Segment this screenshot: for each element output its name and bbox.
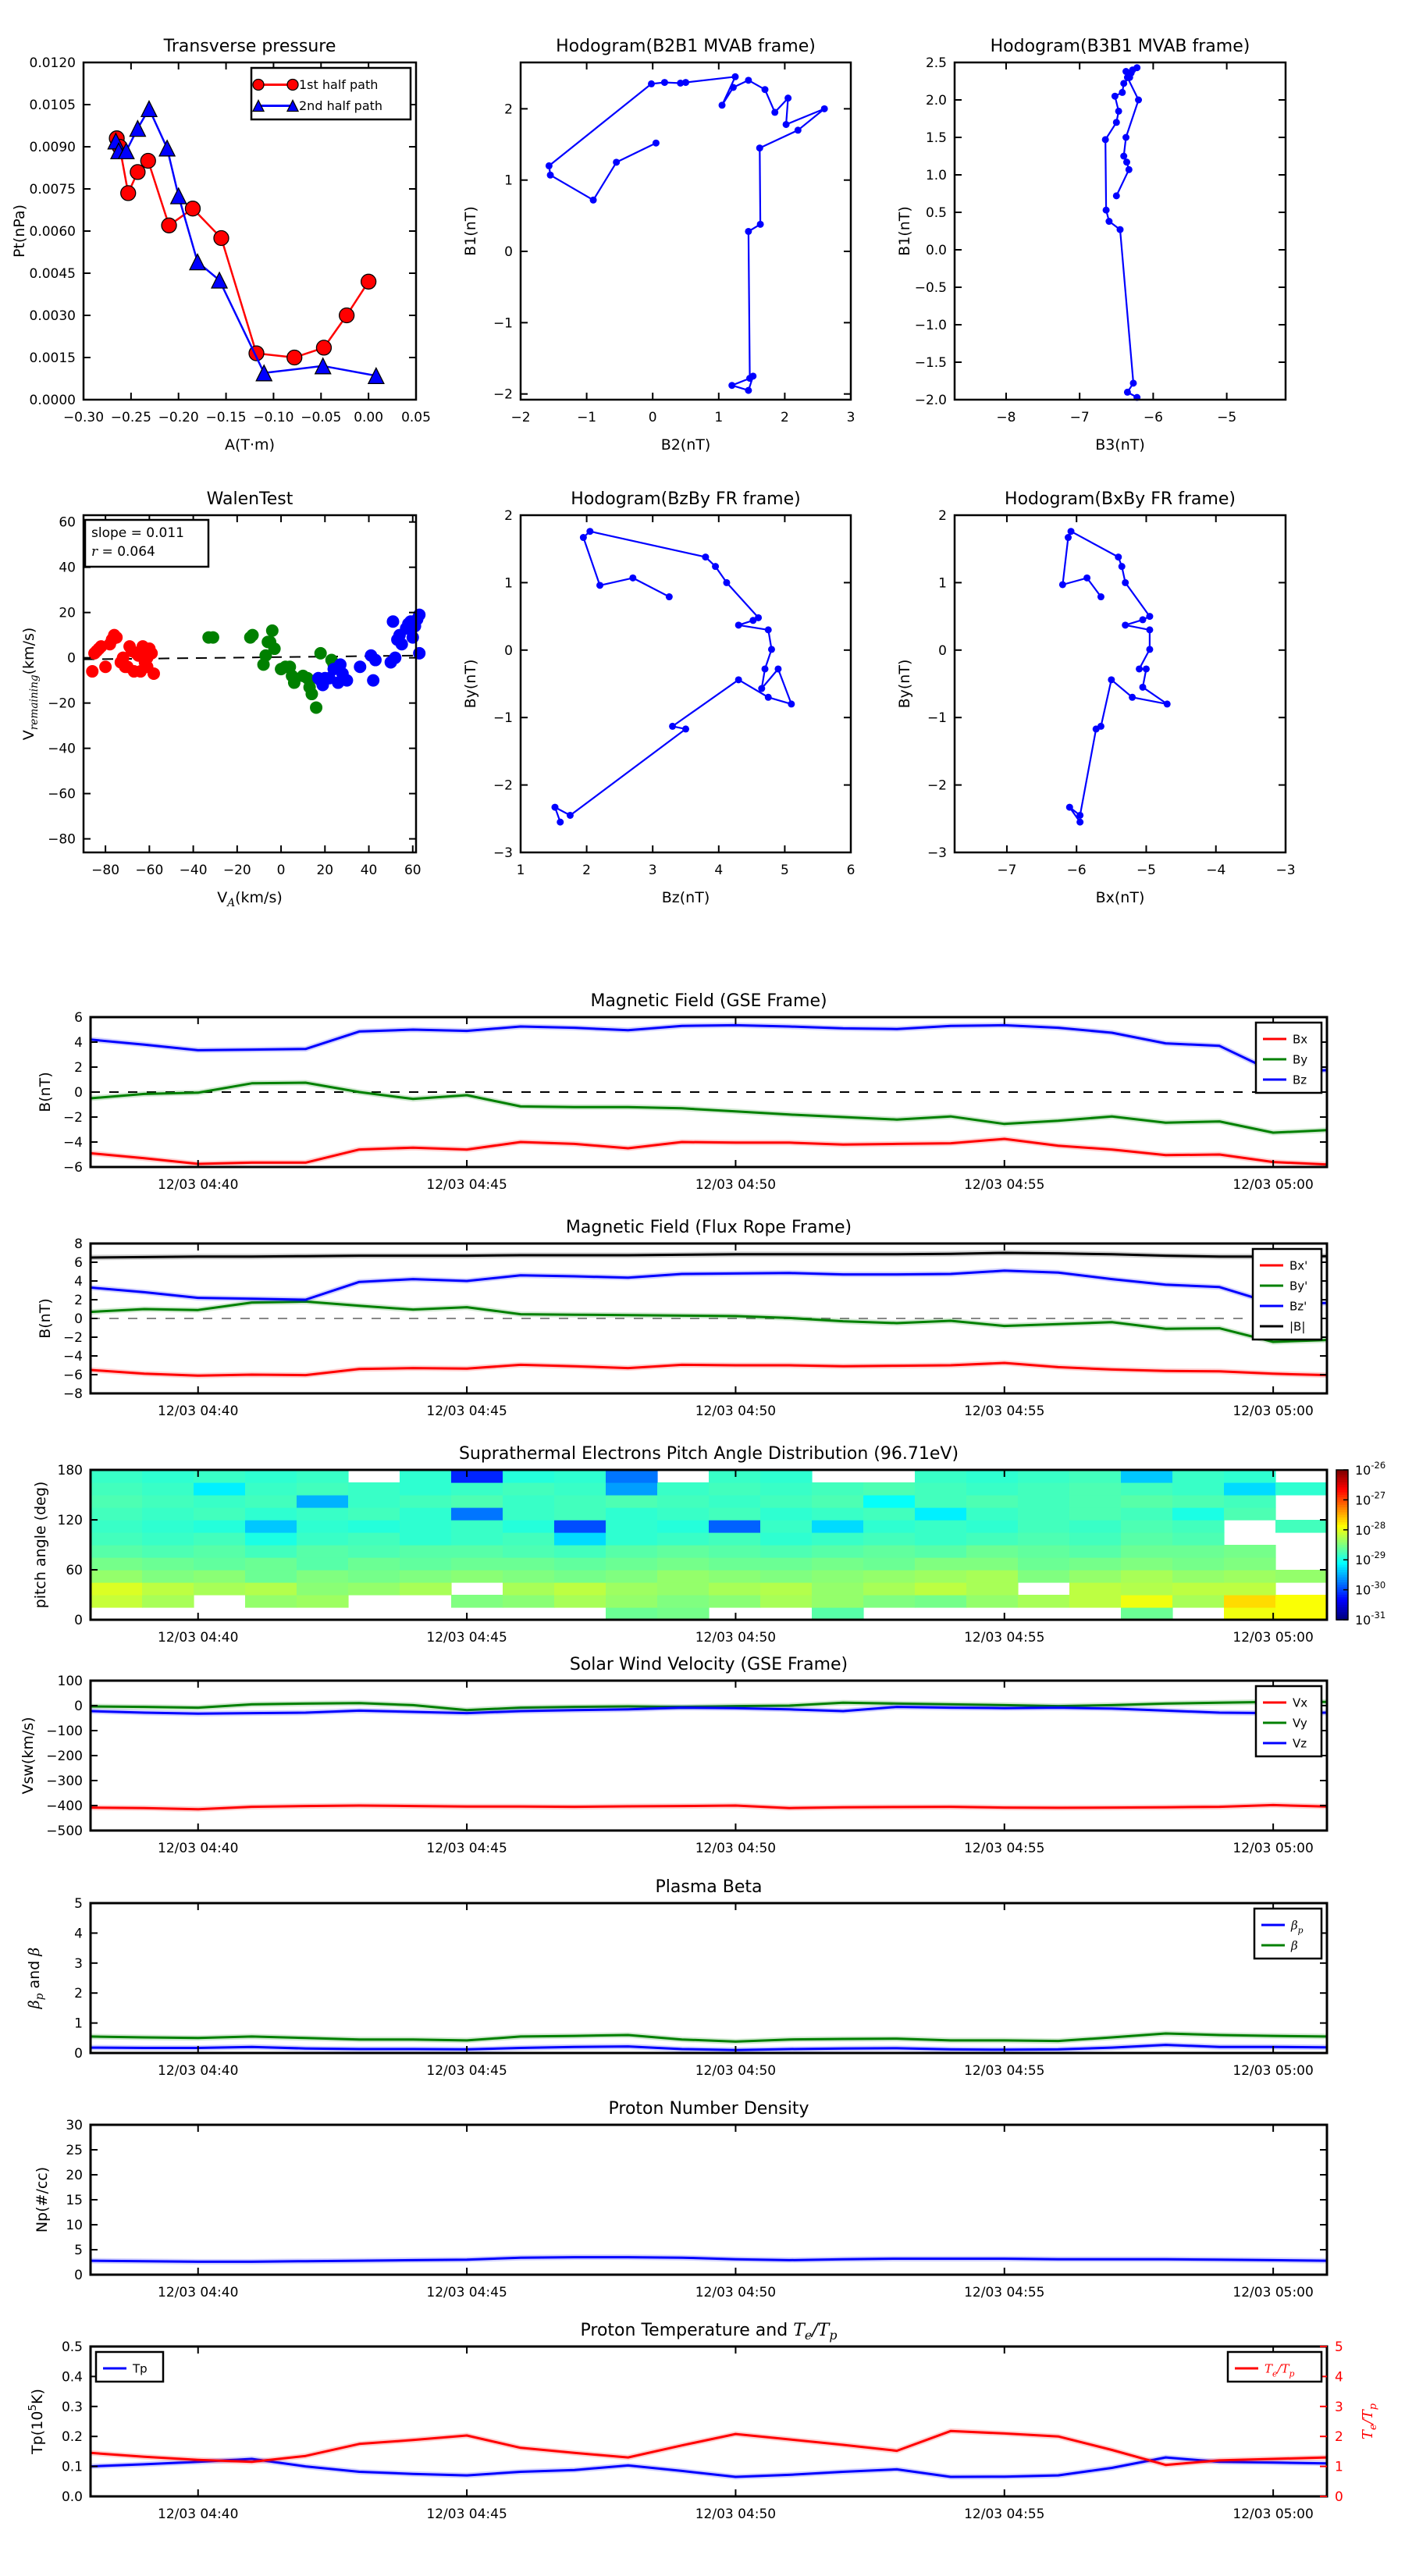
chart-title: Hodogram(BxBy FR frame) bbox=[1005, 489, 1236, 509]
x-tick-label: 12/03 05:00 bbox=[1232, 1630, 1314, 1646]
x-tick-label: 20 bbox=[316, 863, 334, 878]
chart-title: Plasma Beta bbox=[655, 1877, 763, 1897]
y-tick-label: 0.3 bbox=[61, 2399, 83, 2415]
legend-label: β bbox=[1291, 1938, 1298, 1953]
y-tick-label: 10 bbox=[66, 2218, 83, 2233]
x-tick-label: 12/03 05:00 bbox=[1232, 2285, 1314, 2300]
y-tick-label: −400 bbox=[46, 1799, 83, 1814]
x-tick-label: 12/03 04:40 bbox=[158, 1177, 239, 1193]
y-axis-label: Vsw(km/s) bbox=[20, 1717, 37, 1795]
y-axis-label: $\beta_p$ and β bbox=[26, 1947, 46, 2009]
legend-label: $\beta_p$ bbox=[1291, 1918, 1304, 1936]
x-tick-label: 12/03 04:45 bbox=[426, 2285, 507, 2300]
y-axis-label: B(nT) bbox=[37, 1072, 54, 1112]
y-tick-label: 0.0015 bbox=[29, 350, 76, 366]
y-tick-label: −1.5 bbox=[914, 355, 947, 371]
right-tick-label: 3 bbox=[1335, 2399, 1343, 2415]
x-tick-label: −4 bbox=[1206, 863, 1226, 878]
chart-title: Suprathermal Electrons Pitch Angle Distribution (96.71eV) bbox=[458, 1444, 959, 1464]
y-tick-label: −0.5 bbox=[914, 280, 947, 296]
y-tick-label: 0 bbox=[67, 650, 76, 667]
y-tick-label: 60 bbox=[66, 1563, 83, 1578]
x-tick-label: −1 bbox=[577, 410, 597, 425]
legend-label: Tp bbox=[133, 2361, 148, 2376]
y-tick-label: 25 bbox=[66, 2143, 83, 2158]
y-tick-label: 120 bbox=[57, 1513, 83, 1528]
y-axis-label: B1(nT) bbox=[462, 206, 479, 256]
y-tick-label: −2 bbox=[62, 1110, 83, 1126]
x-tick-label: 12/03 05:00 bbox=[1232, 2063, 1314, 2079]
x-tick-label: −0.20 bbox=[158, 410, 199, 425]
legend-label: By bbox=[1293, 1052, 1308, 1067]
x-tick-label: 12/03 04:55 bbox=[964, 1630, 1045, 1646]
right-tick-label: 2 bbox=[1335, 2429, 1343, 2446]
y-tick-label: 2.0 bbox=[925, 93, 947, 109]
y-axis-label: Np(#/cc) bbox=[34, 2166, 51, 2233]
x-tick-label: 12/03 04:55 bbox=[964, 2063, 1045, 2079]
y-tick-label: −4 bbox=[62, 1135, 83, 1151]
x-tick-label: −80 bbox=[91, 863, 120, 878]
y-tick-label: 0 bbox=[74, 2268, 83, 2283]
right-tick-label: 1 bbox=[1335, 2459, 1343, 2475]
y-tick-label: −2 bbox=[927, 777, 947, 794]
chart-magnetic-field-gse bbox=[37, 991, 1327, 1193]
y-axis-label: By(nT) bbox=[462, 659, 479, 709]
x-tick-label: 12/03 04:40 bbox=[158, 2063, 239, 2079]
x-axis-label: $V_A(km/s)$ bbox=[217, 889, 283, 909]
legend-label: 2nd half path bbox=[299, 98, 383, 114]
y-tick-label: −500 bbox=[46, 1823, 83, 1839]
y-tick-label: 0 bbox=[74, 1311, 83, 1327]
y-axis-label: B1(nT) bbox=[896, 206, 913, 256]
x-tick-label: 1 bbox=[516, 863, 525, 878]
y-tick-label: 0.0090 bbox=[29, 140, 76, 155]
y-tick-label: 4 bbox=[74, 1274, 83, 1290]
y-tick-label: 2.5 bbox=[925, 55, 947, 71]
y-tick-label: −2 bbox=[62, 1330, 83, 1346]
y-tick-label: 1.5 bbox=[925, 130, 947, 146]
x-tick-label: 3 bbox=[846, 410, 855, 425]
legend-label: Bx bbox=[1293, 1032, 1308, 1047]
y-tick-label: 100 bbox=[57, 1674, 83, 1689]
y-tick-label: 6 bbox=[74, 1255, 83, 1271]
y-tick-label: −300 bbox=[46, 1774, 83, 1789]
right-tick-label: 0 bbox=[1335, 2489, 1343, 2505]
x-tick-label: −5 bbox=[1217, 410, 1237, 425]
chart-hodogram-bz-by bbox=[462, 489, 855, 906]
legend-label: $T_e/T_p$ bbox=[1264, 2361, 1295, 2379]
x-tick-label: −6 bbox=[1066, 863, 1087, 878]
chart-walen-test bbox=[20, 489, 425, 909]
legend-label: Bx' bbox=[1289, 1258, 1308, 1273]
y-tick-label: 4 bbox=[74, 1035, 83, 1051]
x-tick-label: 2 bbox=[780, 410, 789, 425]
y-tick-label: 3 bbox=[74, 1955, 83, 1972]
colorbar-tick-label: $10^{-31}$ bbox=[1355, 1610, 1386, 1628]
x-tick-label: 12/03 04:50 bbox=[695, 1404, 777, 1419]
y-tick-label: 0.5 bbox=[61, 2339, 83, 2355]
chart-title: Magnetic Field (GSE Frame) bbox=[590, 991, 827, 1011]
x-tick-label: −0.25 bbox=[110, 410, 151, 425]
y-tick-label: −2 bbox=[493, 386, 513, 403]
y-tick-label: −60 bbox=[48, 786, 76, 802]
x-axis-label: A(T·m) bbox=[225, 436, 275, 454]
y-tick-label: 0.0 bbox=[61, 2489, 83, 2505]
chart-title: WalenTest bbox=[206, 489, 293, 509]
y-tick-label: −2 bbox=[493, 777, 513, 794]
legend-label: Bz' bbox=[1289, 1299, 1307, 1314]
x-tick-label: −60 bbox=[135, 863, 164, 878]
y-axis-label: B(nT) bbox=[37, 1298, 54, 1339]
x-axis-label: B3(nT) bbox=[1095, 436, 1145, 454]
x-tick-label: 12/03 05:00 bbox=[1232, 2507, 1314, 2522]
x-tick-label: −0.10 bbox=[253, 410, 294, 425]
x-tick-label: 12/03 04:45 bbox=[426, 1177, 507, 1193]
x-tick-label: 12/03 04:45 bbox=[426, 2507, 507, 2522]
y-tick-label: 2 bbox=[74, 1293, 83, 1308]
y-axis-label: Pt(nPa) bbox=[11, 204, 28, 258]
y-tick-label: 2 bbox=[504, 508, 513, 524]
legend-label: |B| bbox=[1289, 1319, 1306, 1334]
legend-label: By' bbox=[1289, 1279, 1308, 1293]
x-tick-label: 12/03 04:55 bbox=[964, 1841, 1045, 1856]
y-tick-label: −4 bbox=[62, 1349, 83, 1364]
y-axis-label: By(nT) bbox=[896, 659, 913, 709]
y-tick-label: 20 bbox=[59, 605, 76, 621]
chart-pitch-angle-distribution bbox=[32, 1444, 1385, 1646]
x-tick-label: 12/03 04:50 bbox=[695, 2507, 777, 2522]
y-tick-label: 8 bbox=[74, 1236, 83, 1252]
x-axis-label: Bx(nT) bbox=[1095, 889, 1145, 906]
chart-plasma-beta bbox=[26, 1877, 1327, 2079]
x-tick-label: 12/03 04:45 bbox=[426, 2063, 507, 2079]
x-tick-label: −20 bbox=[222, 863, 251, 878]
y-tick-label: −8 bbox=[62, 1386, 83, 1402]
y-tick-label: 0.0000 bbox=[29, 393, 76, 408]
y-axis-label: $Tp(10^5K)$ bbox=[27, 2389, 46, 2454]
y-tick-label: −3 bbox=[927, 845, 947, 861]
y-axis-label: pitch angle (deg) bbox=[32, 1481, 49, 1609]
x-tick-label: −6 bbox=[1143, 410, 1163, 425]
y-tick-label: −1.0 bbox=[914, 318, 947, 333]
y-tick-label: 1 bbox=[74, 2016, 83, 2032]
y-tick-label: 2 bbox=[74, 1060, 83, 1076]
y-tick-label: 0.5 bbox=[925, 205, 947, 221]
y-tick-label: −3 bbox=[493, 845, 513, 861]
y-tick-label: 2 bbox=[938, 508, 947, 524]
y-tick-label: −6 bbox=[62, 1368, 83, 1383]
y-tick-label: −200 bbox=[46, 1749, 83, 1764]
y-tick-label: −40 bbox=[48, 741, 76, 757]
x-axis-label: B2(nT) bbox=[660, 436, 711, 454]
y-tick-label: 0 bbox=[504, 642, 513, 659]
x-tick-label: 12/03 04:40 bbox=[158, 2285, 239, 2300]
x-tick-label: 12/03 04:50 bbox=[695, 1177, 777, 1193]
y-tick-label: 0 bbox=[504, 244, 513, 261]
x-tick-label: 4 bbox=[714, 863, 724, 878]
x-tick-label: 3 bbox=[648, 863, 657, 878]
x-tick-label: 6 bbox=[846, 863, 855, 878]
y-tick-label: 1 bbox=[504, 575, 513, 592]
chart-title: Proton Number Density bbox=[608, 2099, 809, 2119]
chart-title: Hodogram(B2B1 MVAB frame) bbox=[556, 37, 816, 56]
x-tick-label: 0 bbox=[648, 410, 657, 425]
x-tick-label: 12/03 05:00 bbox=[1232, 1841, 1314, 1856]
x-tick-label: 12/03 04:55 bbox=[964, 1177, 1045, 1193]
x-tick-label: 40 bbox=[360, 863, 378, 878]
y-tick-label: 2 bbox=[504, 101, 513, 118]
y-tick-label: −100 bbox=[46, 1724, 83, 1739]
x-tick-label: 12/03 04:40 bbox=[158, 2507, 239, 2522]
x-tick-label: −7 bbox=[997, 863, 1017, 878]
y-tick-label: −1 bbox=[493, 315, 513, 332]
x-tick-label: 2 bbox=[582, 863, 592, 878]
y-tick-label: 0 bbox=[74, 1085, 83, 1101]
y-tick-label: −80 bbox=[48, 831, 76, 848]
legend-label: Vz bbox=[1293, 1736, 1307, 1751]
y-tick-label: 0.0045 bbox=[29, 266, 76, 282]
annotation-line: slope = 0.011 bbox=[91, 525, 184, 541]
x-tick-label: −3 bbox=[1275, 863, 1296, 878]
y-tick-label: 1 bbox=[504, 173, 513, 189]
chart-magnetic-field-flux-rope bbox=[37, 1218, 1327, 1419]
legend-label: Bz bbox=[1293, 1073, 1307, 1087]
y-tick-label: 0.0105 bbox=[29, 98, 76, 113]
y-tick-label: −20 bbox=[48, 696, 76, 712]
x-tick-label: −40 bbox=[179, 863, 208, 878]
x-tick-label: −0.30 bbox=[62, 410, 105, 425]
y-tick-label: 20 bbox=[66, 2168, 83, 2183]
y-tick-label: 0.2 bbox=[61, 2429, 83, 2446]
chart-transverse-pressure bbox=[11, 37, 431, 454]
colorbar-tick-label: $10^{-26}$ bbox=[1355, 1460, 1386, 1478]
x-tick-label: 12/03 04:50 bbox=[695, 2285, 777, 2300]
right-axis-label: $T_e/T_p$ bbox=[1360, 2403, 1379, 2440]
annotation-line: r = 0.064 bbox=[91, 544, 155, 560]
x-tick-label: −8 bbox=[996, 410, 1016, 425]
y-tick-label: 0 bbox=[74, 1699, 83, 1714]
x-tick-label: 12/03 04:50 bbox=[695, 1630, 777, 1646]
y-tick-label: 0.4 bbox=[61, 2369, 83, 2386]
x-tick-label: 12/03 04:40 bbox=[158, 1630, 239, 1646]
y-tick-label: −1 bbox=[493, 710, 513, 727]
y-tick-label: 0.0120 bbox=[29, 55, 76, 71]
y-tick-label: 0.0030 bbox=[29, 308, 76, 324]
x-tick-label: 12/03 04:55 bbox=[964, 2507, 1045, 2522]
right-tick-label: 5 bbox=[1335, 2339, 1343, 2355]
y-tick-label: 0 bbox=[74, 2046, 83, 2062]
legend-label: Vx bbox=[1293, 1695, 1308, 1710]
x-tick-label: 12/03 04:45 bbox=[426, 1630, 507, 1646]
y-tick-label: 5 bbox=[74, 2243, 83, 2258]
chart-proton-temperature bbox=[27, 2321, 1379, 2522]
x-tick-label: 12/03 04:55 bbox=[964, 1404, 1045, 1419]
colorbar-tick-label: $10^{-27}$ bbox=[1355, 1489, 1386, 1508]
x-tick-label: −0.15 bbox=[205, 410, 247, 425]
x-tick-label: 60 bbox=[404, 863, 422, 878]
chart-proton-number-density bbox=[34, 2099, 1327, 2300]
x-tick-label: 12/03 04:55 bbox=[964, 2285, 1045, 2300]
x-tick-label: 0.05 bbox=[401, 410, 431, 425]
chart-title: Transverse pressure bbox=[163, 37, 336, 56]
y-tick-label: 1 bbox=[938, 575, 947, 592]
x-tick-label: 12/03 05:00 bbox=[1232, 1404, 1314, 1419]
x-tick-label: 12/03 04:40 bbox=[158, 1404, 239, 1419]
colorbar-tick-label: $10^{-29}$ bbox=[1355, 1550, 1386, 1568]
chart-title: Hodogram(B3B1 MVAB frame) bbox=[990, 37, 1250, 56]
y-tick-label: −2.0 bbox=[914, 393, 947, 408]
colorbar-tick-label: $10^{-28}$ bbox=[1355, 1519, 1386, 1538]
chart-title: Hodogram(BzBy FR frame) bbox=[571, 489, 801, 509]
x-tick-label: 1 bbox=[714, 410, 724, 425]
y-tick-label: 0.0075 bbox=[29, 182, 76, 197]
chart-hodogram-bx-by bbox=[896, 489, 1296, 906]
y-tick-label: 5 bbox=[74, 1896, 83, 1912]
y-tick-label: 4 bbox=[74, 1926, 83, 1942]
y-tick-label: 6 bbox=[74, 1010, 83, 1026]
x-tick-label: 0 bbox=[276, 863, 286, 878]
chart-hodogram-b2-b1 bbox=[462, 37, 855, 454]
y-tick-label: 40 bbox=[59, 560, 76, 576]
x-tick-label: −5 bbox=[1136, 863, 1157, 878]
chart-title: Solar Wind Velocity (GSE Frame) bbox=[569, 1655, 848, 1674]
y-tick-label: 30 bbox=[66, 2118, 83, 2133]
y-tick-label: 180 bbox=[57, 1463, 83, 1478]
y-tick-label: 1.0 bbox=[925, 168, 947, 183]
x-tick-label: −2 bbox=[510, 410, 531, 425]
y-axis-label: $V_{remaining}(km/s)$ bbox=[20, 627, 41, 741]
chart-solar-wind-velocity bbox=[20, 1655, 1327, 1856]
x-tick-label: −0.05 bbox=[301, 410, 342, 425]
chart-title: Proton Temperature and $T_e/T_p$ bbox=[580, 2321, 838, 2343]
right-tick-label: 4 bbox=[1335, 2369, 1343, 2386]
y-tick-label: 0.0 bbox=[925, 243, 947, 258]
x-tick-label: 0.00 bbox=[354, 410, 384, 425]
x-tick-label: 5 bbox=[780, 863, 789, 878]
x-tick-label: 12/03 04:40 bbox=[158, 1841, 239, 1856]
y-tick-label: −1 bbox=[927, 710, 947, 727]
y-tick-label: 0 bbox=[938, 642, 947, 659]
x-tick-label: 12/03 04:45 bbox=[426, 1404, 507, 1419]
y-tick-label: −6 bbox=[62, 1160, 83, 1176]
x-tick-label: −7 bbox=[1069, 410, 1090, 425]
chart-hodogram-b3-b1 bbox=[896, 37, 1286, 454]
legend-label: 1st half path bbox=[299, 77, 379, 93]
colorbar-tick-label: $10^{-30}$ bbox=[1355, 1579, 1386, 1598]
x-tick-label: 12/03 04:50 bbox=[695, 2063, 777, 2079]
y-tick-label: 15 bbox=[66, 2193, 83, 2208]
x-axis-label: Bz(nT) bbox=[661, 889, 710, 906]
y-tick-label: 60 bbox=[59, 514, 76, 531]
legend-label: Vy bbox=[1293, 1716, 1307, 1731]
y-tick-label: 0.0060 bbox=[29, 224, 76, 240]
y-tick-label: 0.1 bbox=[61, 2459, 83, 2475]
x-tick-label: 12/03 04:45 bbox=[426, 1841, 507, 1856]
x-tick-label: 12/03 05:00 bbox=[1232, 1177, 1314, 1193]
y-tick-label: 0 bbox=[74, 1613, 83, 1628]
y-tick-label: 2 bbox=[74, 1986, 83, 2002]
chart-title: Magnetic Field (Flux Rope Frame) bbox=[565, 1218, 852, 1237]
x-tick-label: 12/03 04:50 bbox=[695, 1841, 777, 1856]
